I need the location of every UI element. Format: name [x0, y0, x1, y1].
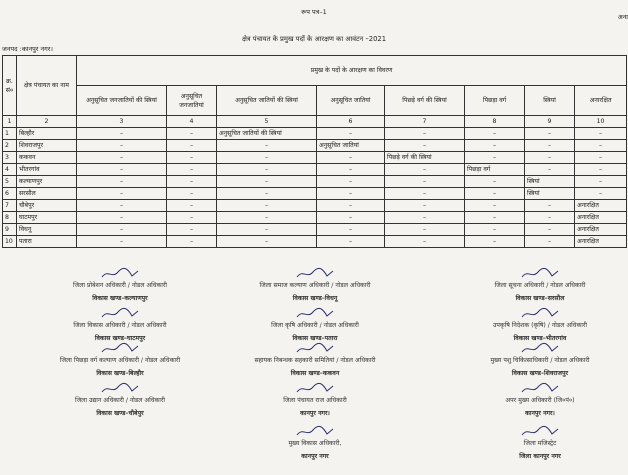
table-row — [3, 176, 627, 188]
row-panchayat-name: घाटमपुर — [17, 212, 77, 224]
row-sno: 4 — [3, 164, 17, 176]
signature-title: जिला पंचायत राज अधिकारी — [283, 397, 347, 404]
signature-title: जिला विकास अधिकारी / नोडल अधिकारी — [73, 322, 167, 329]
row-cell: – — [77, 236, 167, 248]
col-header-sno: क्र. सं० — [3, 56, 17, 116]
row-sno: 2 — [3, 140, 17, 152]
signature-block-name: विकास खण्ड–ककवन — [290, 370, 340, 377]
column-number: 9 — [525, 116, 575, 128]
signature-block-name: विकास खण्ड–पतारा — [292, 335, 338, 342]
row-cell: – — [317, 188, 385, 200]
handwritten-signature — [520, 382, 560, 396]
column-number: 10 — [575, 116, 627, 128]
signature-block-name: जिला कानपुर नगर — [519, 453, 561, 460]
row-cell: – — [217, 164, 317, 176]
row-cell: – — [525, 212, 575, 224]
row-cell: – — [167, 152, 217, 164]
row-cell: – — [167, 188, 217, 200]
table-row — [3, 152, 627, 164]
handwritten-signature — [295, 425, 335, 439]
handwritten-signature — [295, 342, 335, 356]
column-number: 1 — [3, 116, 17, 128]
row-cell: – — [217, 140, 317, 152]
row-cell: – — [167, 176, 217, 188]
row-cell: – — [465, 224, 525, 236]
row-cell: – — [525, 164, 575, 176]
table-row — [3, 200, 627, 212]
row-cell: – — [385, 176, 465, 188]
row-cell: – — [385, 224, 465, 236]
row-cell: स्त्रियां — [525, 176, 575, 188]
handwritten-signature — [520, 307, 560, 321]
row-cell: – — [465, 212, 525, 224]
col-header-category: अनारक्षित — [575, 86, 627, 116]
row-cell: – — [167, 140, 217, 152]
signature-block-name: विकास खण्ड–विधनू — [292, 295, 338, 302]
row-cell: – — [77, 212, 167, 224]
row-panchayat-name: पतारा — [17, 236, 77, 248]
row-sno: 5 — [3, 176, 17, 188]
row-cell: – — [575, 140, 627, 152]
col-header-category: स्त्रियां — [525, 86, 575, 116]
signature-title: जिला प्रोबेशन अधिकारी / नोडल अधिकारी — [73, 282, 167, 289]
signature-block-name: कानपुर नगर। — [525, 410, 555, 417]
signature-block — [20, 280, 220, 302]
table-row — [3, 164, 627, 176]
row-panchayat-name: बिल्हौर — [17, 128, 77, 140]
column-number: 8 — [465, 116, 525, 128]
row-panchayat-name: शिवराजपुर — [17, 140, 77, 152]
reservation-table — [2, 55, 627, 248]
handwritten-signature — [100, 307, 140, 321]
signature-title: मुख्य पशु चिकित्साधिकारी / नोडल अधिकारी — [490, 357, 590, 364]
row-cell: अनारक्षित — [575, 236, 627, 248]
signature-block — [440, 355, 628, 377]
row-cell: – — [525, 224, 575, 236]
row-cell: – — [167, 128, 217, 140]
row-cell: – — [575, 164, 627, 176]
form-number: रूप पत्र–1 — [301, 8, 327, 16]
row-sno: 1 — [3, 128, 17, 140]
document-title: क्षेत्र पंचायत के प्रमुख पदों के आरक्षण का आवंटन –2021 — [241, 35, 387, 43]
row-cell: – — [465, 140, 525, 152]
col-header-category: अनुसूचित जातियों की स्त्रियां — [217, 86, 317, 116]
column-number: 3 — [77, 116, 167, 128]
row-cell: – — [385, 212, 465, 224]
signature-block — [215, 320, 415, 342]
row-cell: अनुसूचित जातियां — [317, 140, 385, 152]
handwritten-signature — [295, 267, 335, 281]
row-cell: – — [217, 200, 317, 212]
row-cell: – — [525, 140, 575, 152]
row-panchayat-name: विधनू — [17, 224, 77, 236]
signature-block-name: विकास खण्ड–चौबेपुर — [96, 410, 144, 417]
signature-block — [440, 438, 628, 460]
col-header-category: पिछड़ा वर्ग — [465, 86, 525, 116]
row-cell: – — [385, 140, 465, 152]
signature-title: उपकृषि निदेशक (कृषि) / नोडल अधिकारी — [493, 322, 587, 329]
row-cell: – — [317, 152, 385, 164]
handwritten-signature — [295, 307, 335, 321]
header-right-fragment: अना — [617, 13, 628, 21]
row-cell: – — [465, 188, 525, 200]
signature-block-name: कानपुर नगर। — [300, 410, 330, 417]
row-cell: – — [167, 224, 217, 236]
row-cell: – — [465, 176, 525, 188]
column-number: 2 — [17, 116, 77, 128]
signature-title: मुख्य विकास अधिकारी, — [288, 440, 342, 447]
row-cell: – — [167, 236, 217, 248]
signature-block — [440, 395, 628, 417]
row-cell: – — [217, 236, 317, 248]
row-cell: – — [217, 152, 317, 164]
table-row — [3, 128, 627, 140]
signature-block — [215, 355, 415, 377]
row-cell: अनारक्षित — [575, 224, 627, 236]
table-row — [3, 224, 627, 236]
column-number: 7 — [385, 116, 465, 128]
row-panchayat-name: कल्याणपुर — [17, 176, 77, 188]
row-cell: – — [385, 200, 465, 212]
row-cell: – — [317, 224, 385, 236]
row-cell: – — [525, 128, 575, 140]
row-cell: – — [167, 212, 217, 224]
row-cell: – — [77, 188, 167, 200]
signature-block-name: विकास खण्ड–बिल्हौर — [96, 370, 144, 377]
table-row — [3, 236, 627, 248]
row-cell: – — [167, 164, 217, 176]
signature-title: जिला उद्यान अधिकारी / नोडल अधिकारी — [74, 397, 166, 404]
signature-block-name: विकास खण्ड–घाटमपुर — [94, 335, 146, 342]
district-label: जनपद :कानपुर नगर। — [2, 45, 53, 53]
col-header-category: अनुसूचित जनजातियां — [167, 86, 217, 116]
signature-title: अपर मुख्य अधिकारी (जि०पं०) — [505, 397, 575, 404]
row-cell: अनुसूचित जातियों की स्त्रियां — [217, 128, 317, 140]
row-cell: पिछड़ा वर्ग — [465, 164, 525, 176]
signature-block-name: विकास खण्ड–शिवराजपुर — [511, 370, 569, 377]
handwritten-signature — [100, 382, 140, 396]
col-header-category: अनुसूचित जातियां — [317, 86, 385, 116]
signature-title: जिला मजिस्ट्रेट — [523, 440, 557, 447]
row-cell: – — [385, 188, 465, 200]
row-panchayat-name: भीतरगांव — [17, 164, 77, 176]
row-panchayat-name: चौबेपुर — [17, 200, 77, 212]
row-sno: 8 — [3, 212, 17, 224]
row-cell: – — [385, 128, 465, 140]
row-cell: – — [77, 152, 167, 164]
row-cell: अनारक्षित — [575, 200, 627, 212]
row-cell: – — [217, 212, 317, 224]
col-header-name: क्षेत्र पंचायत का नाम — [17, 56, 77, 116]
row-cell: – — [575, 176, 627, 188]
table-row — [3, 212, 627, 224]
handwritten-signature — [100, 342, 140, 356]
signature-title: सहायक निबन्धक सहकारी समितियां / नोडल अधिकारी — [254, 357, 376, 364]
row-cell: – — [77, 164, 167, 176]
handwritten-signature — [295, 382, 335, 396]
row-cell: – — [385, 236, 465, 248]
row-cell: स्त्रियां — [525, 188, 575, 200]
column-number: 5 — [217, 116, 317, 128]
row-cell: – — [317, 212, 385, 224]
handwritten-signature — [520, 267, 560, 281]
handwritten-signature — [520, 342, 560, 356]
table-row — [3, 140, 627, 152]
row-cell: – — [465, 152, 525, 164]
handwritten-signature — [100, 267, 140, 281]
row-sno: 7 — [3, 200, 17, 212]
row-cell: – — [77, 128, 167, 140]
row-cell: – — [317, 128, 385, 140]
row-sno: 3 — [3, 152, 17, 164]
signature-block-name: विकास खण्ड–कल्याणपुर — [92, 295, 148, 302]
row-sno: 6 — [3, 188, 17, 200]
row-cell: – — [77, 176, 167, 188]
row-cell: – — [77, 224, 167, 236]
row-sno: 10 — [3, 236, 17, 248]
row-cell: – — [575, 128, 627, 140]
signature-block — [215, 280, 415, 302]
row-cell: – — [525, 152, 575, 164]
signature-block — [215, 395, 415, 417]
col-header-category: पिछड़े वर्ग की स्त्रियां — [385, 86, 465, 116]
row-cell: – — [317, 176, 385, 188]
row-cell: – — [465, 128, 525, 140]
signature-title: जिला समाज कल्याण अधिकारी / नोडल अधिकारी — [259, 282, 371, 289]
signature-title: जिला सूचना अधिकारी / नोडल अधिकारी — [494, 282, 586, 289]
signature-block-name: विकास खण्ड–सरसौल — [515, 295, 565, 302]
row-panchayat-name: ककवन — [17, 152, 77, 164]
group-header: प्रमुख के पदों के आरक्षण का विवरण — [77, 56, 627, 86]
row-panchayat-name: सरसौल — [17, 188, 77, 200]
signature-block-name: विकास खण्ड–भीतरगांव — [513, 335, 567, 342]
signature-block — [215, 438, 415, 460]
row-cell: – — [575, 152, 627, 164]
signature-block-name: कानपुर नगर — [301, 453, 329, 460]
row-cell: पिछड़े वर्ग की स्त्रियां — [385, 152, 465, 164]
row-cell: – — [217, 188, 317, 200]
row-cell: – — [385, 164, 465, 176]
row-cell: – — [317, 200, 385, 212]
signature-title: जिला कृषि अधिकारी / नोडल अधिकारी — [271, 322, 359, 329]
col-header-category: अनुसूचित जनजातियों की स्त्रियां — [77, 86, 167, 116]
row-cell: अनारक्षित — [575, 212, 627, 224]
signature-block — [20, 395, 220, 417]
signature-block — [440, 280, 628, 302]
row-cell: – — [575, 188, 627, 200]
row-cell: – — [317, 164, 385, 176]
row-cell: – — [77, 200, 167, 212]
column-number: 6 — [317, 116, 385, 128]
signature-block — [20, 355, 220, 377]
row-cell: – — [217, 224, 317, 236]
row-cell: – — [525, 200, 575, 212]
table-row — [3, 188, 627, 200]
row-cell: – — [217, 176, 317, 188]
row-cell: – — [167, 200, 217, 212]
row-cell: – — [525, 236, 575, 248]
row-cell: – — [317, 236, 385, 248]
signature-block — [440, 320, 628, 342]
row-cell: – — [465, 200, 525, 212]
handwritten-signature — [520, 425, 560, 439]
column-number: 4 — [167, 116, 217, 128]
row-sno: 9 — [3, 224, 17, 236]
row-cell: – — [465, 236, 525, 248]
signature-block — [20, 320, 220, 342]
row-cell: – — [77, 140, 167, 152]
signature-title: जिला पिछड़ा वर्ग कल्याण अधिकारी / नोडल अधिकारी — [59, 357, 181, 364]
